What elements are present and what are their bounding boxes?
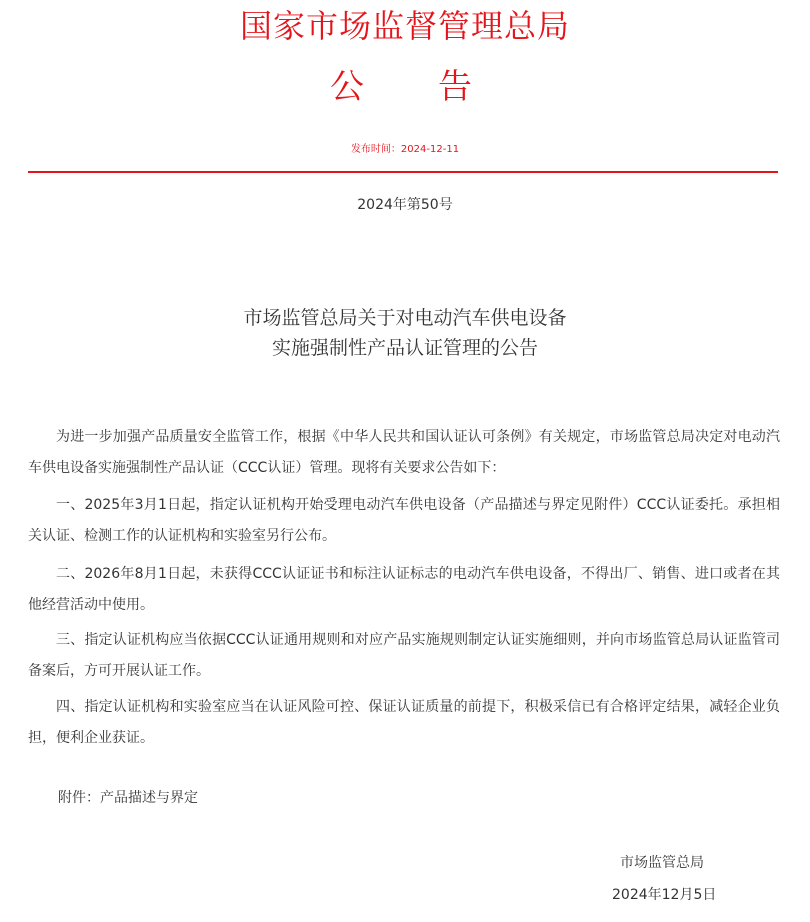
publish-time: 发布时间：2024-12-11 bbox=[350, 144, 460, 155]
document-title bbox=[0, 303, 810, 363]
paragraph-item-3: 三、指定认证机构应当依据CCC认证通用规则和对应产品实施规则制定认证实施细则，并向市场监管总局认证监管司备案后，方可开展认证工作。 bbox=[28, 632, 780, 679]
paragraph-intro: 为进一步加强产品质量安全监管工作，根据《中华人民共和国认证认可条例》有关规定，市场监管总局决定对电动汽车供电设备实施强制性产品认证（CCC认证）管理。现将有关要求公告如下： bbox=[28, 429, 780, 476]
signature-org: 市场监管总局 bbox=[620, 855, 704, 871]
signature-date: 2024年12月5日 bbox=[612, 887, 717, 903]
header-divider bbox=[28, 171, 778, 173]
paragraph-item-4: 四、指定认证机构和实验室应当在认证风险可控、保证认证质量的前提下，积极采信已有合格评定结果，减轻企业负担，便利企业获证。 bbox=[28, 699, 780, 746]
document-number: 2024年第50号 bbox=[357, 197, 453, 213]
attachment-note: 附件：产品描述与界定 bbox=[58, 790, 198, 806]
notice-heading-char-2: 告 bbox=[438, 67, 472, 107]
document-title-line-2: 实施强制性产品认证管理的公告 bbox=[271, 337, 538, 359]
notice-heading bbox=[0, 62, 810, 112]
agency-name: 国家市场监督管理总局 bbox=[239, 7, 570, 45]
paragraph-item-1: 一、2025年3月1日起，指定认证机构开始受理电动汽车供电设备（产品描述与界定见附件）CCC认证委托。承担相关认证、检测工作的认证机构和实验室另行公布。 bbox=[28, 497, 780, 544]
paragraph-item-2: 二、2026年8月1日起，未获得CCC认证证书和标注认证标志的电动汽车供电设备，不得出厂、销售、进口或者在其他经营活动中使用。 bbox=[28, 566, 780, 613]
document-title-line-1: 市场监管总局关于对电动汽车供电设备 bbox=[243, 307, 567, 329]
notice-heading-char-1: 公 bbox=[330, 67, 364, 107]
